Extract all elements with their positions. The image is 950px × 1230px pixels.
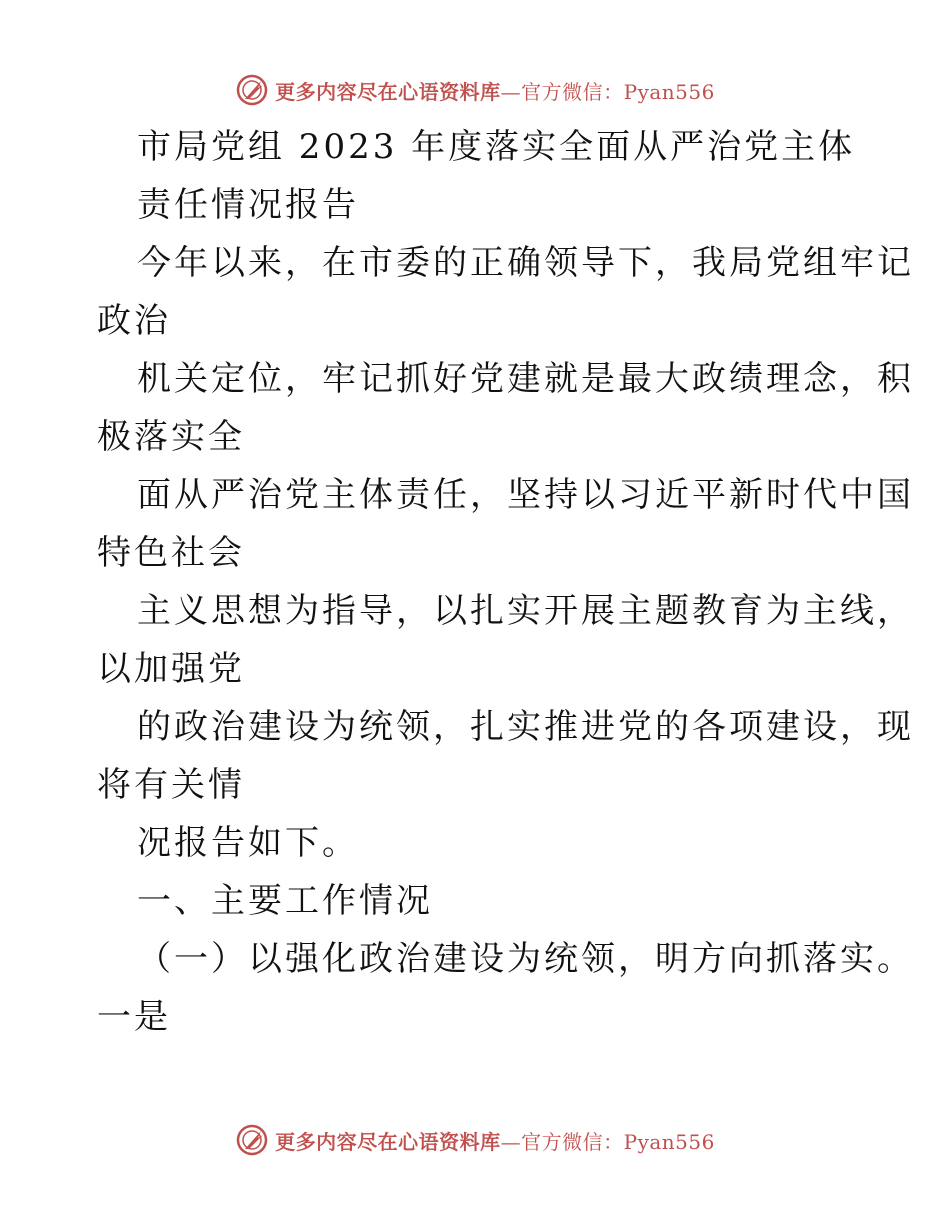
paragraph-line: 主义思想为指导，以扎实开展主题教育为主线，: [137, 591, 914, 631]
footer-banner: [0, 1120, 950, 1160]
paragraph-line: 面从严治党主体责任，坚持以习近平新时代中国: [137, 475, 914, 515]
subsection-heading: （一）以强化政治建设为统领，明方向抓落实。: [137, 939, 914, 979]
paragraph-line: 政治: [97, 301, 171, 341]
paragraph-line: 一是: [97, 997, 171, 1037]
banner-tail-text: —官方微信：Pyan556: [500, 1129, 715, 1154]
paragraph-line: 的政治建设为统领，扎实推进党的各项建设，现: [137, 707, 914, 747]
paragraph-line: 特色社会: [97, 533, 245, 573]
document-title-line-1: 市局党组 2023 年度落实全面从严治党主体: [137, 127, 856, 167]
section-heading: 一、主要工作情况: [137, 881, 433, 921]
paragraph-line: 今年以来，在市委的正确领导下，我局党组牢记: [137, 243, 914, 283]
header-banner: [0, 70, 950, 110]
banner-text: [275, 1126, 715, 1155]
paragraph-line: 以加强党: [97, 649, 245, 689]
banner-text: [275, 76, 715, 105]
banner-tail-text: —官方微信：Pyan556: [500, 79, 715, 104]
paragraph-line: 机关定位，牢记抓好党建就是最大政绩理念，积: [137, 359, 914, 399]
banner-lead-text: 更多内容尽在心语资料库: [275, 79, 501, 104]
paragraph-line: 极落实全: [97, 417, 245, 457]
document-title-line-2: 责任情况报告: [137, 185, 359, 225]
paragraph-line: 将有关情: [97, 765, 245, 805]
quill-logo-icon: [235, 1123, 269, 1157]
quill-logo-icon: [235, 73, 269, 107]
paragraph-line: 况报告如下。: [137, 823, 359, 863]
banner-lead-text: 更多内容尽在心语资料库: [275, 1129, 501, 1154]
